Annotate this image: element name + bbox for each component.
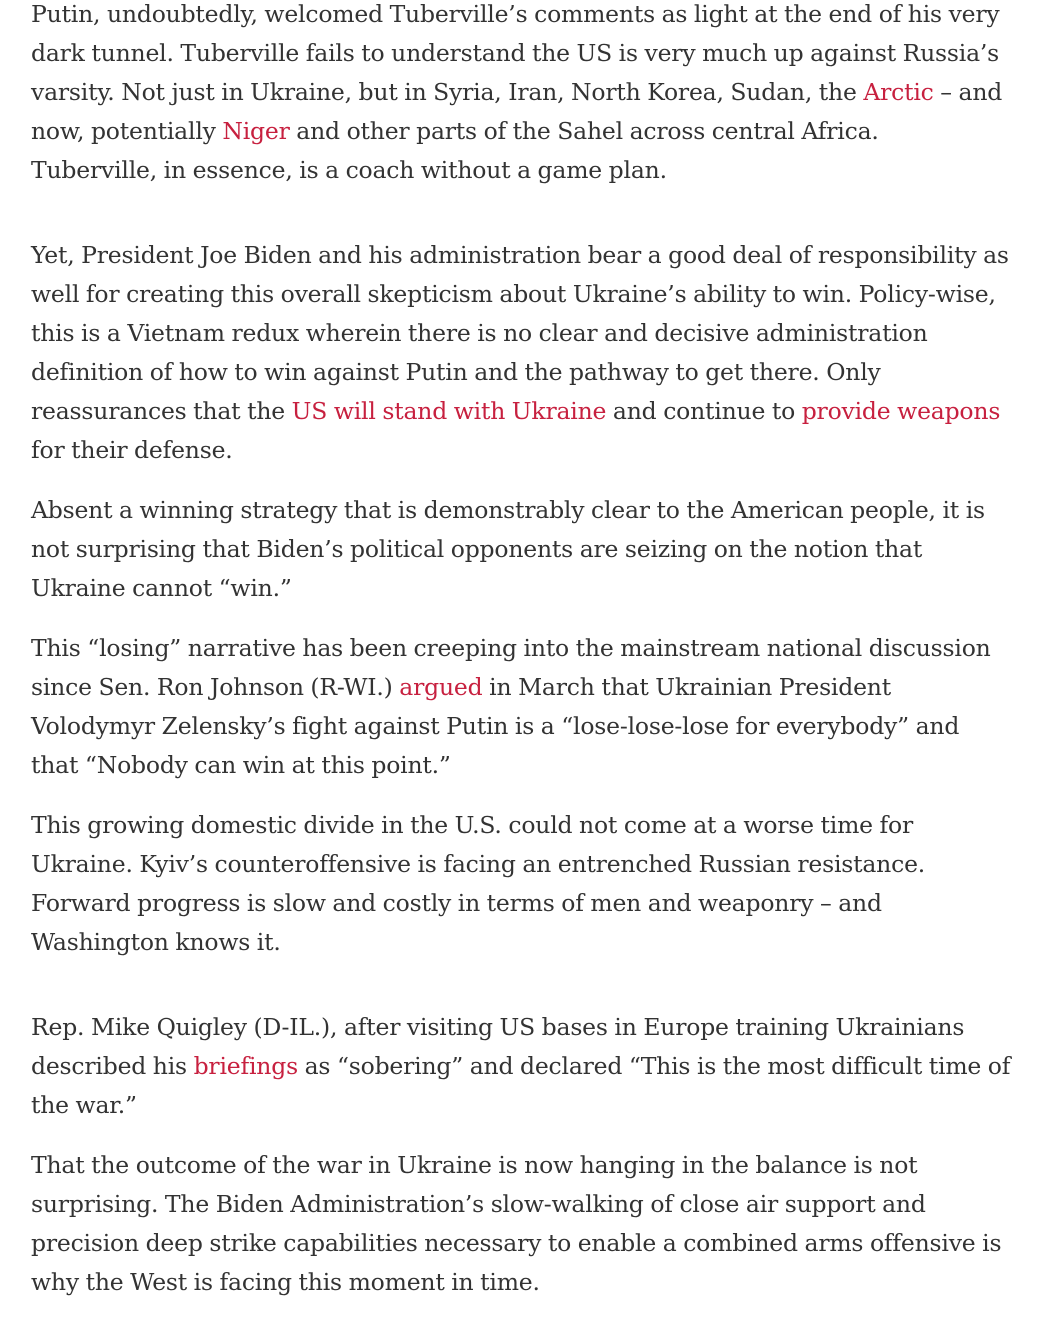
paragraph-losing-narrative	[31, 629, 1011, 785]
paragraph-biden-responsibility	[31, 236, 1011, 470]
text-span: This “losing” narrative has been creeping into the mainstream national discussion since Sen. Ron Johnson (R-WI.)	[31, 634, 991, 701]
text-span: That the outcome of the war in Ukraine is now hanging in the balance is not surprising. The Biden Administration’s slow-walking of close air support and precision deep strike capabilities necessary to enable a combined arms offensive is why the West is facing this moment in time.	[31, 1151, 1002, 1296]
link-provide-weapons[interactable]: provide weapons	[801, 397, 1001, 425]
link-us-will-stand-with-ukraine[interactable]: US will stand with Ukraine	[291, 397, 607, 425]
paragraph-quigley	[31, 1008, 1011, 1125]
text-span: Absent a winning strategy that is demonstrably clear to the American people, it is not surprising that Biden’s political opponents are seizing on the notion that Ukraine cannot “win.”	[31, 496, 985, 602]
link-arctic[interactable]: Arctic	[863, 78, 934, 106]
paragraph-tuberville	[31, 0, 1011, 190]
text-span: and continue to	[606, 397, 802, 425]
text-span: for their defense.	[31, 436, 233, 464]
article-body	[31, 0, 1011, 1323]
paragraph-domestic-divide	[31, 806, 1011, 962]
text-span: in March that Ukrainian President Volodymyr Zelensky’s fight against Putin is a “lose-lose-lose for everybody” and that “Nobody can win at this point.”	[31, 673, 960, 779]
link-briefings[interactable]: briefings	[193, 1052, 298, 1080]
link-argued[interactable]: argued	[399, 673, 483, 701]
link-niger[interactable]: Niger	[222, 117, 290, 145]
text-span: – and now, potentially	[31, 78, 1003, 145]
text-span: Yet, President Joe Biden and his administration bear a good deal of responsibility as well for creating this overall skepticism about Ukraine’s ability to win. Policy-wise, this is a Vietnam redux wherein there is no clear and decisive administration definition of how to win against Putin and the pathway to get there. Only reassurances that the	[31, 241, 1009, 425]
paragraph-outcome	[31, 1146, 1011, 1302]
text-span: Putin, undoubtedly, welcomed Tuberville’s comments as light at the end of his very dark tunnel. Tuberville fails to understand the US is very much up against Russia’s varsity. Not just in Ukraine, but in Syria, Iran, North Korea, Sudan, the	[31, 0, 1000, 106]
text-span: and other parts of the Sahel across central Africa. Tuberville, in essence, is a coach without a game plan.	[31, 117, 879, 184]
paragraph-winning-strategy	[31, 491, 1011, 608]
text-span: as “sobering” and declared “This is the most difficult time of the war.”	[31, 1052, 1011, 1119]
text-span: This growing domestic divide in the U.S. could not come at a worse time for Ukraine. Kyiv’s counteroffensive is facing an entrenched Russian resistance. Forward progress is slow and costly in terms of men and weaponry – and Washington knows it.	[31, 811, 926, 956]
text-span: Rep. Mike Quigley (D-IL.), after visiting US bases in Europe training Ukrainians described his	[31, 1013, 965, 1080]
